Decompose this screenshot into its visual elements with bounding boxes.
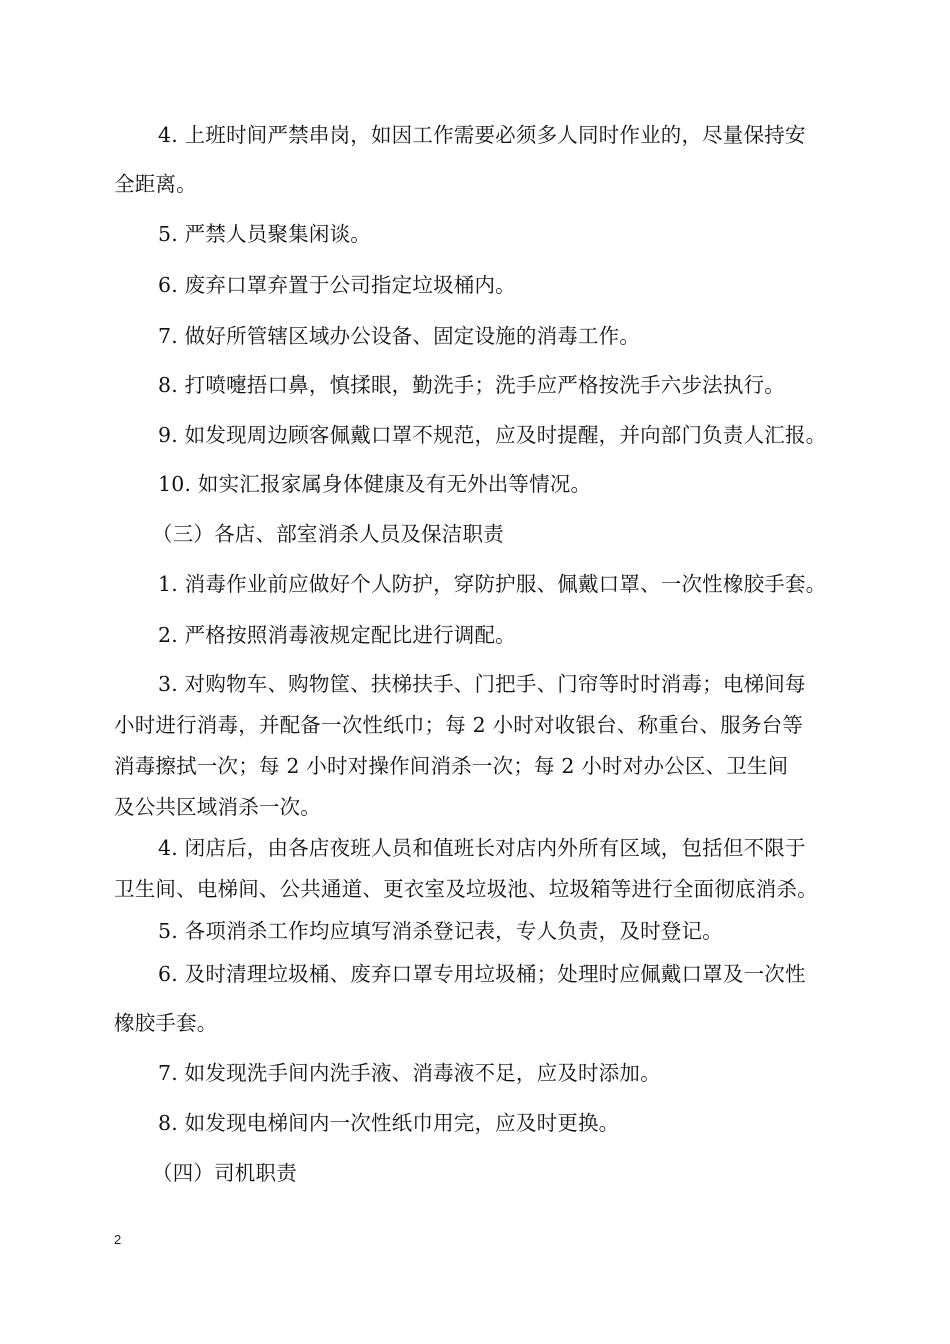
paragraph-line: 5. 各项消杀工作均应填写消杀登记表，专人负责，及时登记。 bbox=[158, 919, 723, 943]
paragraph-line: 2. 严格按照消毒液规定配比进行调配。 bbox=[158, 623, 516, 647]
paragraph-line: 7. 如发现洗手间内洗手液、消毒液不足，应及时添加。 bbox=[158, 1061, 661, 1085]
paragraph-line: 6. 废弃口罩弃置于公司指定垃圾桶内。 bbox=[158, 273, 516, 297]
paragraph-line: 橡胶手套。 bbox=[114, 1011, 218, 1035]
paragraph-line: 卫生间、电梯间、公共通道、更衣室及垃圾池、垃圾箱等进行全面彻底消杀。 bbox=[114, 877, 818, 901]
paragraph-line: 消毒擦拭一次；每 2 小时对操作间消杀一次；每 2 小时对办公区、卫生间 bbox=[114, 754, 789, 778]
paragraph-line: 10. 如实汇报家属身体健康及有无外出等情况。 bbox=[158, 472, 592, 496]
paragraph-line: 7. 做好所管辖区域办公设备、固定设施的消毒工作。 bbox=[158, 324, 641, 348]
paragraph-line: 1. 消毒作业前应做好个人防护，穿防护服、佩戴口罩、一次性橡胶手套。 bbox=[158, 572, 827, 596]
page-number: 2 bbox=[114, 1232, 122, 1247]
paragraph-line: 3. 对购物车、购物筐、扶梯扶手、门把手、门帘等时时消毒；电梯间每 bbox=[158, 672, 806, 696]
paragraph-line: 6. 及时清理垃圾桶、废弃口罩专用垃圾桶；处理时应佩戴口罩及一次性 bbox=[158, 962, 806, 986]
paragraph-line: 4. 上班时间严禁串岗，如因工作需要必须多人同时作业的，尽量保持安 bbox=[158, 123, 806, 147]
section-heading: （三）各店、部室消杀人员及保洁职责 bbox=[152, 522, 504, 546]
paragraph-line: 8. 如发现电梯间内一次性纸巾用完，应及时更换。 bbox=[158, 1111, 620, 1135]
paragraph-line: 5. 严禁人员聚集闲谈。 bbox=[158, 222, 371, 246]
paragraph-line: 8. 打喷嚏捂口鼻，慎揉眼，勤洗手；洗手应严格按洗手六步法执行。 bbox=[158, 373, 785, 397]
paragraph-line: 4. 闭店后，由各店夜班人员和值班长对店内外所有区域，包括但不限于 bbox=[158, 836, 806, 860]
paragraph-line: 小时进行消毒，并配备一次性纸巾；每 2 小时对收银台、称重台、服务台等 bbox=[114, 713, 804, 737]
section-heading: （四）司机职责 bbox=[152, 1161, 297, 1185]
paragraph-line: 全距离。 bbox=[114, 172, 197, 196]
paragraph-line: 9. 如发现周边顾客佩戴口罩不规范，应及时提醒，并向部门负责人汇报。 bbox=[158, 423, 827, 447]
paragraph-line: 及公共区域消杀一次。 bbox=[114, 795, 321, 819]
